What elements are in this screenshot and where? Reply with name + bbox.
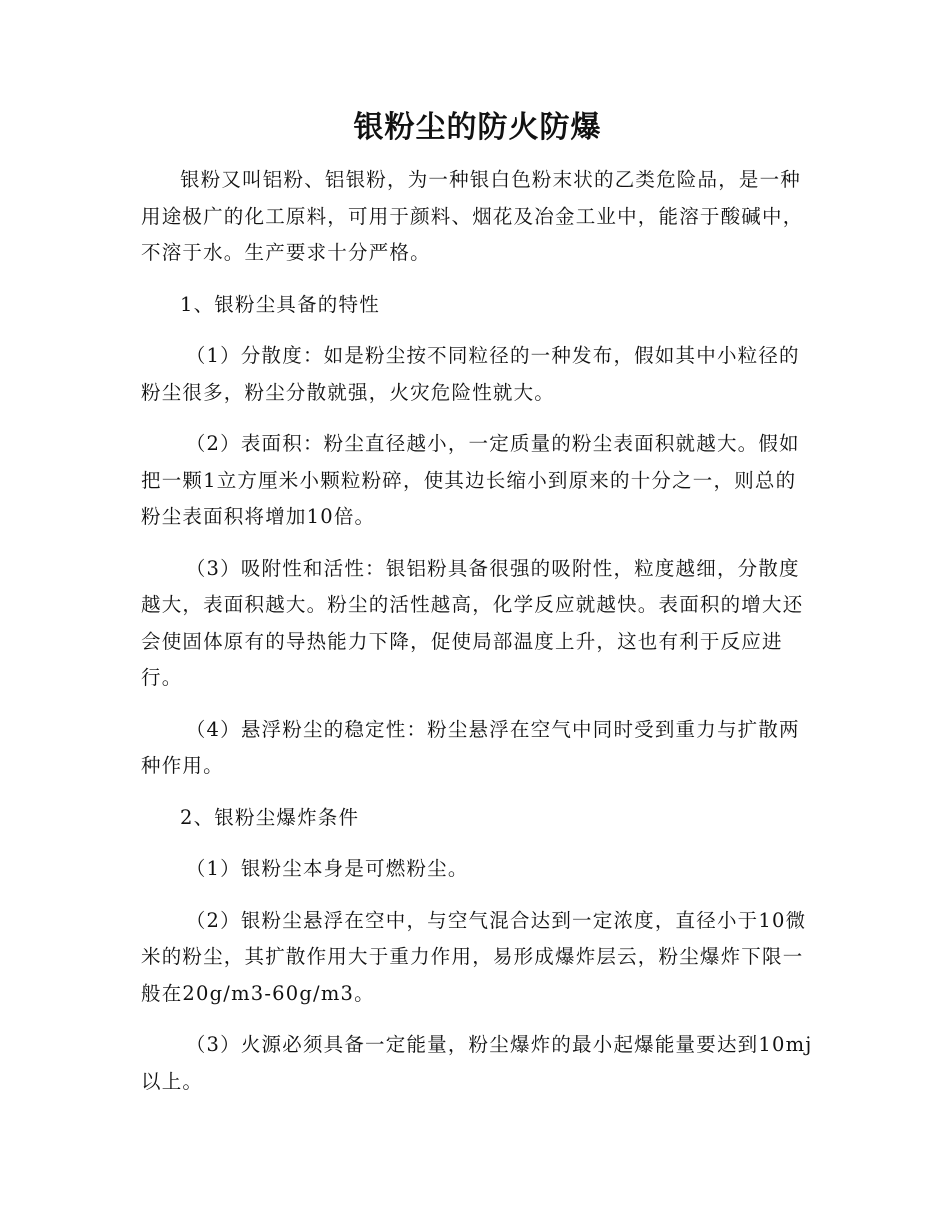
paragraph-surface-area: （2）表面积：粉尘直径越小，一定质量的粉尘表面积就越大。假如把一颗1立方厘米小颗粒粉碎，使其边长缩小到原来的十分之一，则总的粉尘表面积将增加10倍。 <box>141 432 800 528</box>
paragraph-dispersion: （1）分散度：如是粉尘按不同粒径的一种发布，假如其中小粒径的粉尘很多，粉尘分散就强，火灾危险性就大。 <box>141 344 800 404</box>
paragraph-combustible: （1）银粉尘本身是可燃粉尘。 <box>185 857 469 880</box>
section-heading-properties: 1、银粉尘具备的特性 <box>180 292 380 316</box>
paragraph-suspension: （4）悬浮粉尘的稳定性：粉尘悬浮在空气中同时受到重力与扩散两种作用。 <box>141 717 800 777</box>
paragraph-concentration: （2）银粉尘悬浮在空中，与空气混合达到一定浓度，直径小于10微米的粉尘，其扩散作用大于重力作用，易形成爆炸层云，粉尘爆炸下限一般在20g/m3-60g/m3。 <box>141 908 807 1005</box>
intro-paragraph: 银粉又叫铝粉、铝银粉，为一种银白色粉末状的乙类危险品，是一种用途极广的化工原料，可用于颜料、烟花及冶金工业中，能溶于酸碱中，不溶于水。生产要求十分严格。 <box>141 168 804 264</box>
paragraph-adsorption: （3）吸附性和活性：银铝粉具备很强的吸附性，粒度越细，分散度越大，表面积越大。粉尘的活性越高，化学反应就越快。表面积的增大还会使固体原有的导热能力下降，促使局部温度上升，这也有利于反应进行。 <box>141 556 804 689</box>
document-title: 银粉尘的防火防爆 <box>353 110 602 145</box>
section-heading-explosion-conditions: 2、银粉尘爆炸条件 <box>180 805 360 829</box>
paragraph-ignition-energy: （3）火源必须具备一定能量，粉尘爆炸的最小起爆能量要达到10mj以上。 <box>141 1033 813 1093</box>
